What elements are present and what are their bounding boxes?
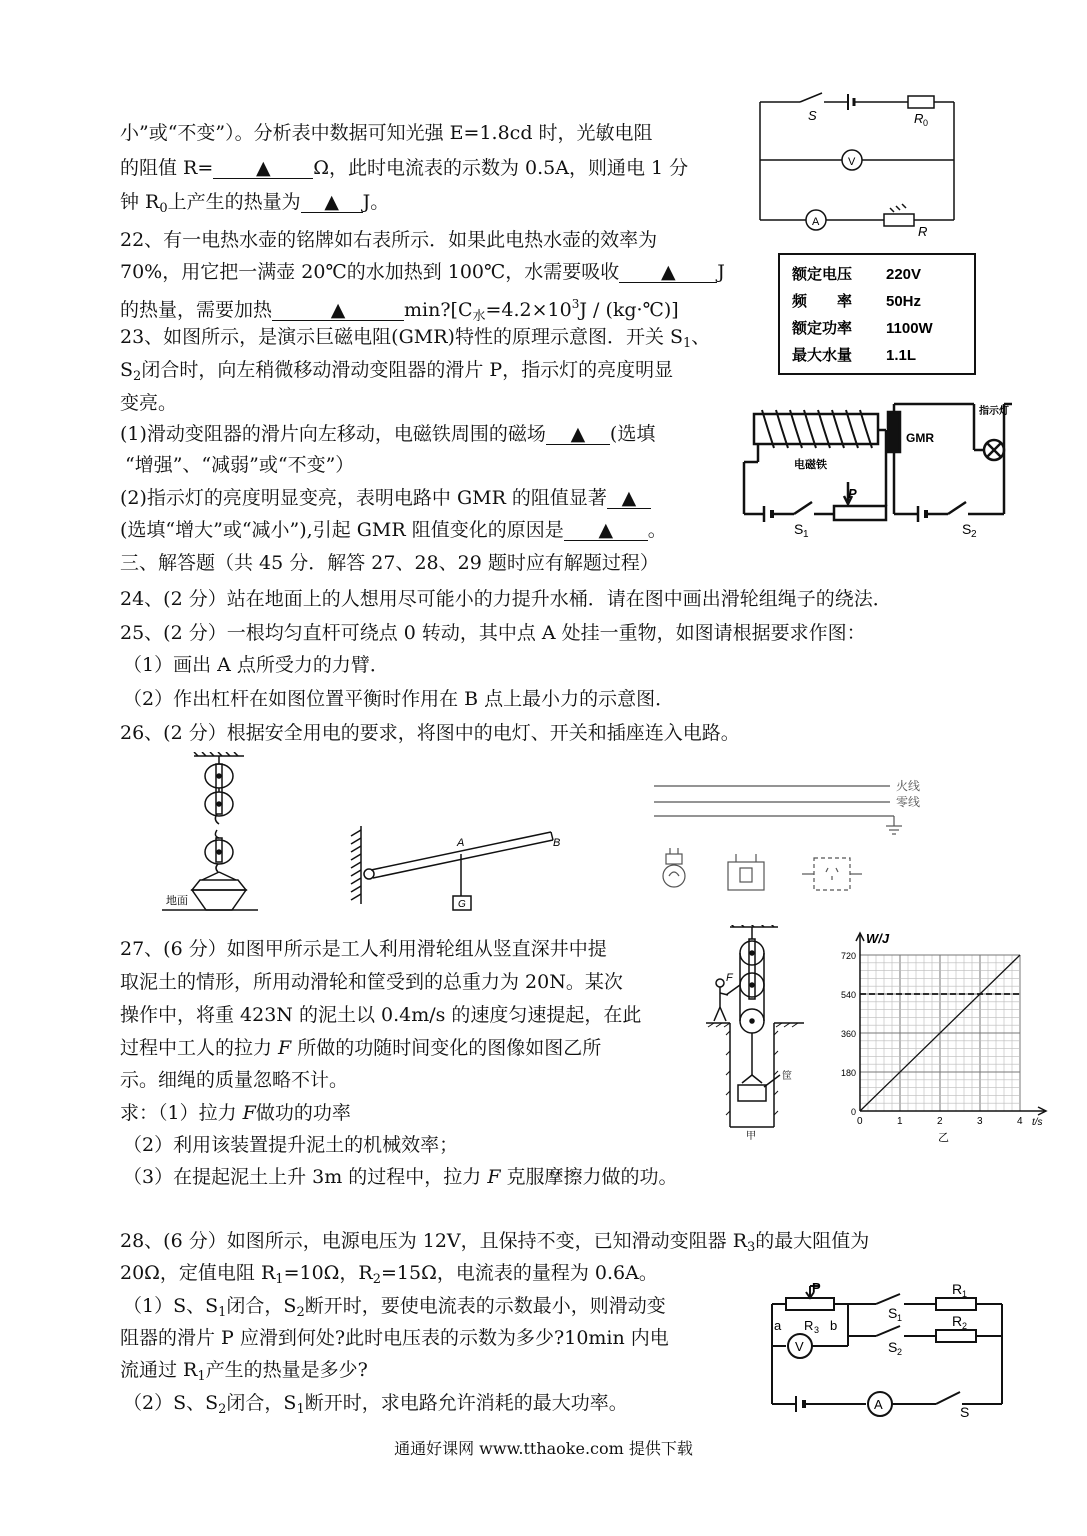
ammeter-label: A bbox=[812, 216, 820, 228]
electromagnet-label: 电磁铁 bbox=[794, 459, 827, 471]
nameplate-label: 额定功率 bbox=[792, 320, 853, 337]
r3-sub: 3 bbox=[814, 1325, 820, 1335]
y-axis-label: W/J bbox=[866, 931, 890, 946]
voltmeter-label: V bbox=[848, 156, 856, 168]
switch-s1-sub: 1 bbox=[897, 1313, 903, 1323]
x-tick-label: 4 bbox=[1017, 1116, 1023, 1127]
q28-circuit-figure bbox=[766, 1280, 1026, 1420]
answer-blank[interactable]: ▲ bbox=[546, 424, 610, 445]
q25-lever-figure bbox=[345, 818, 575, 918]
switch-s2-sub: 2 bbox=[897, 1347, 903, 1357]
terminal-a-label: a bbox=[774, 1318, 782, 1333]
answer-blank[interactable]: ▲ bbox=[607, 488, 651, 509]
figure-jia-caption: 甲 bbox=[746, 1131, 756, 1140]
q23-part-1: (1)滑动变阻器的滑片向左移动，电磁铁周围的磁场 ▲ (选填 bbox=[120, 423, 656, 445]
q23-line-1: 23、如图所示，是演示巨磁电阻(GMR)特性的原理示意图．开关 $S_1$、 bbox=[120, 326, 711, 351]
answer-blank[interactable]: ▲ bbox=[619, 262, 717, 283]
q27-line-1: 27、(6 分）如图甲所示是工人利用滑轮组从竖直深井中提 bbox=[120, 938, 607, 960]
q21-line-2: 的阻值 R= ▲ Ω，此时电流表的示数为 0.5A，则通电 1 分 bbox=[120, 157, 689, 179]
answer-blank[interactable]: ▲ bbox=[301, 192, 363, 213]
q27-line-4: 过程中工人的拉力 F 所做的功随时间变化的图像如图乙所 bbox=[120, 1037, 602, 1059]
q21-line-3: 钟 $R_0$上产生的热量为 ▲ J。 bbox=[120, 191, 390, 216]
q23-line-3: 变亮。 bbox=[120, 392, 178, 414]
q25-line-1: 25、(2 分）一根均匀直杆可绕点 0 转动，其中点 A 处挂一重物，如图请根据要求作图： bbox=[120, 622, 866, 644]
q27-line-3: 操作中，将重 423N 的泥土以 0.4m/s 的速度匀速提起，在此 bbox=[120, 1004, 642, 1026]
q27-line-2: 取泥土的情形，所用动滑轮和筐受到的总重力为 20N。某次 bbox=[120, 971, 623, 993]
x-tick-label: 3 bbox=[977, 1116, 983, 1127]
switch-s2-label: S bbox=[962, 521, 972, 537]
page-footer: 通通好课网 www.tthaoke.com 提供下载 bbox=[394, 1439, 693, 1458]
indicator-lamp-label: 指示灯 bbox=[979, 406, 1009, 417]
ammeter-label: A bbox=[874, 1397, 883, 1412]
x-tick-label: 1 bbox=[897, 1116, 903, 1127]
label-s: S bbox=[808, 108, 817, 123]
section-3-heading: 三、解答题（共 45 分．解答 27、28、29 题时应有解题过程） bbox=[120, 552, 659, 574]
slider-p-label: P bbox=[812, 1280, 821, 1295]
r2-label: R bbox=[952, 1313, 963, 1329]
nameplate-value: 1.1L bbox=[886, 347, 917, 364]
q25-line-3: （2）作出杠杆在如图位置平衡时作用在 B 点上最小力的示意图． bbox=[123, 688, 675, 710]
q28-question-1a: （1）S、$S_1$闭合，$S_2$断开时，要使电流表的示数最小，则滑动变 bbox=[123, 1295, 666, 1320]
ground-label: 地面 bbox=[166, 895, 188, 907]
q22-nameplate bbox=[778, 253, 976, 375]
q26-text: 26、(2 分）根据安全用电的要求，将图中的电灯、开关和插座连入电路。 bbox=[120, 722, 740, 744]
q27-work-time-chart bbox=[826, 925, 1051, 1145]
q23-part-2b: (选填“增大”或“减小”),引起 GMR 阻值变化的原因是 ▲ 。 bbox=[120, 519, 667, 541]
answer-blank[interactable]: ▲ bbox=[272, 300, 404, 321]
x-tick-label: 0 bbox=[857, 1116, 863, 1127]
voltmeter-label: V bbox=[795, 1339, 804, 1354]
q28-question-1c: 流通过 $R_1$产生的热量是多少? bbox=[120, 1359, 368, 1384]
answer-blank[interactable]: ▲ bbox=[564, 520, 648, 541]
gmr-label: GMR bbox=[906, 431, 934, 445]
nameplate-label: 频 率 bbox=[792, 293, 853, 310]
basket-label: 筐 bbox=[782, 1071, 792, 1082]
q22-line-3: 的热量，需要加热 ▲ $\min?[C_水=4.2\times 10^3J$ / (kg·℃)] bbox=[120, 297, 679, 324]
label-r0: R bbox=[914, 111, 924, 126]
point-a-label: A bbox=[457, 837, 465, 849]
nameplate-value: 220V bbox=[886, 266, 922, 283]
r1-sub: 1 bbox=[962, 1289, 968, 1299]
q26-household-circuit-figure bbox=[652, 770, 952, 900]
q28-line-2: 20Ω，定值电阻 $R_1=10\Omega$，$R_2=15\Omega$，电流表的量程为 0.6A。 bbox=[120, 1262, 658, 1287]
q23-gmr-circuit-figure bbox=[736, 402, 1026, 542]
q22-line-2: 70%，用它把一满壶 20℃的水加热到 100℃，水需要吸收 ▲ J bbox=[120, 261, 725, 283]
q23-part-1-options: “增强”、“减弱”或“不变”） bbox=[125, 454, 355, 476]
force-f-label: F bbox=[726, 972, 733, 984]
y-tick-label: 540 bbox=[840, 990, 856, 1000]
q27-question-1: 求：（1）拉力 F做功的功率 bbox=[120, 1102, 351, 1124]
q27-line-5: 示。细绳的质量忽略不计。 bbox=[120, 1069, 349, 1091]
y-tick-label: 180 bbox=[840, 1068, 856, 1078]
q24-text: 24、(2 分）站在地面上的人想用尽可能小的力提升水桶．请在图中画出滑轮组绳子的绕法． bbox=[120, 588, 892, 610]
live-wire-label: 火线 bbox=[896, 779, 921, 793]
q21-line-1: 小”或“不变”）。分析表中数据可知光强 E=1.8cd 时，光敏电阻 bbox=[120, 122, 653, 144]
r3-label: R bbox=[804, 1318, 814, 1333]
slider-p-label: P bbox=[848, 486, 857, 501]
figure-yi-caption: 乙 bbox=[938, 1132, 949, 1144]
y-tick-label: 0 bbox=[850, 1107, 856, 1117]
r2-sub: 2 bbox=[962, 1321, 968, 1331]
y-tick-label: 720 bbox=[840, 951, 856, 961]
switch-s1-label: S bbox=[888, 1305, 898, 1321]
q23-part-2: (2)指示灯的亮度明显变亮，表明电路中 GMR 的阻值显著 ▲ bbox=[120, 486, 651, 510]
x-tick-label: 2 bbox=[937, 1116, 943, 1127]
switch-s1-label: S bbox=[794, 521, 804, 537]
q28-question-1b: 阻器的滑片 P 应滑到何处?此时电压表的示数为多少?10min 内电 bbox=[120, 1327, 669, 1349]
q22-line-1: 22、有一电热水壶的铭牌如右表所示．如果此电热水壶的效率为 bbox=[120, 229, 658, 251]
label-r: R bbox=[918, 224, 928, 239]
label-r0-sub: 0 bbox=[923, 118, 929, 128]
q27-question-2: （2）利用该装置提升泥土的机械效率； bbox=[123, 1134, 459, 1156]
answer-blank[interactable]: ▲ bbox=[213, 158, 313, 179]
q27-question-3: （3）在提起泥土上升 3m 的过程中，拉力 F 克服摩擦力做的功。 bbox=[123, 1166, 678, 1188]
y-tick-label: 360 bbox=[840, 1029, 856, 1039]
switch-s2-sub: 2 bbox=[971, 529, 977, 540]
switch-s-label: S bbox=[960, 1404, 970, 1420]
nameplate-label: 最大水量 bbox=[792, 347, 853, 364]
nameplate-label: 额定电压 bbox=[792, 266, 853, 283]
q28-question-2: （2）S、$S_2$闭合，$S_1$断开时，求电路允许消耗的最大功率。 bbox=[123, 1392, 628, 1417]
nameplate-value: 50Hz bbox=[886, 293, 922, 310]
neutral-wire-label: 零线 bbox=[896, 795, 921, 809]
q27-well-figure bbox=[700, 925, 812, 1140]
switch-s2-label: S bbox=[888, 1339, 898, 1355]
q23-line-2: $S_2$闭合时，向左稍微移动滑动变阻器的滑片 P，指示灯的亮度明显 bbox=[120, 359, 674, 384]
point-b-label: B bbox=[553, 837, 561, 849]
q28-line-1: 28、(6 分）如图所示，电源电压为 12V，且保持不变，已知滑动变阻器 $R_3$的最大阻值为 bbox=[120, 1230, 870, 1255]
q24-pulley-figure bbox=[162, 752, 262, 917]
q25-line-2: （1）画出 A 点所受力的力臂． bbox=[123, 654, 389, 676]
weight-g-label: G bbox=[458, 899, 466, 910]
x-axis-label: t/s bbox=[1032, 1117, 1043, 1128]
q21-circuit-figure bbox=[750, 90, 970, 240]
r1-label: R bbox=[952, 1281, 963, 1297]
nameplate-value: 1100W bbox=[886, 320, 933, 337]
terminal-b-label: b bbox=[830, 1318, 838, 1333]
switch-s1-sub: 1 bbox=[803, 529, 809, 540]
